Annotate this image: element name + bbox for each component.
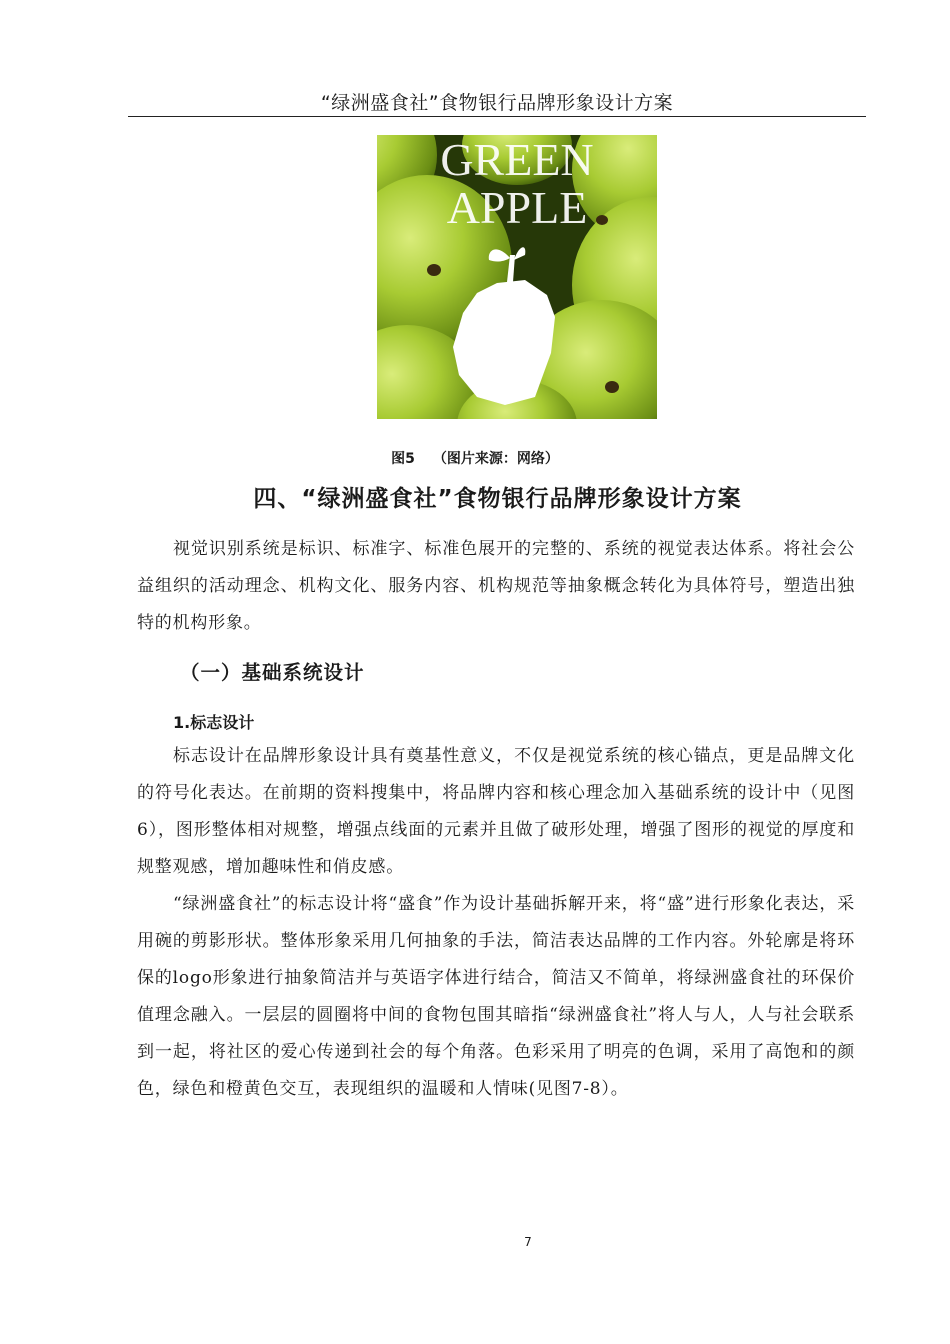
header-rule (128, 116, 866, 117)
item-title: 1.标志设计 (173, 713, 255, 732)
section-intro-paragraph: 视觉识别系统是标识、标准字、标准色展开的完整的、系统的视觉表达体系。将社会公益组织的活动理念、机构文化、服务内容、机构规范等抽象概念转化为具体符号，塑造出独特的机构形象。 (137, 539, 855, 633)
body-paragraph-2: “绿洲盛食社”的标志设计将“盛食”作为设计基础拆解开来，将“盛”进行形象化表达，采用碗的剪影形状。整体形象采用几何抽象的手法，简洁表达品牌的工作内容。外轮廓是将环保的logo形象进行抽象简洁并与英语字体进行结合，简洁又不简单，将绿洲盛食社的环保价值理念融入。一层层的圆圈将中间的食物包围其暗指“绿洲盛食社”将人与人，人与社会联系到一起，将社区的爱心传递到社会的每个角落。色彩采用了明亮的色调，采用了高饱和的颜色，绿色和橙黄色交互，表现组织的温暖和人情味(见图7-8）。 (137, 894, 855, 1099)
green-apple-image (377, 135, 657, 419)
body-paragraph-1: 标志设计在品牌形象设计具有奠基性意义，不仅是视觉系统的核心锚点，更是品牌文化的符号化表达。在前期的资料搜集中，将品牌内容和核心理念加入基础系统的设计中（见图6），图形整体相对规整，增强点线面的元素并且做了破形处理，增强了图形的视觉的厚度和规整观感，增加趣味性和俏皮感。 (137, 746, 855, 877)
apple-stem-spot (605, 381, 619, 393)
section-title: 四、“绿洲盛食社”食物银行品牌形象设计方案 (253, 486, 742, 512)
apple-stem-spot (427, 264, 441, 276)
page-number: 7 (524, 1235, 532, 1249)
subsection-title: （一）基础系统设计 (180, 661, 365, 684)
running-header: “绿洲盛食社”食物银行品牌形象设计方案 (320, 92, 674, 114)
image-text-apple: APPLE (446, 182, 588, 233)
green-apple-photo (377, 135, 657, 419)
apple-stem-spot (596, 215, 608, 225)
image-text-green: GREEN (440, 135, 594, 185)
caption-source: （图片来源：网络） (432, 451, 559, 467)
caption-label: 图5 (391, 451, 415, 467)
figure-caption (0, 448, 950, 468)
